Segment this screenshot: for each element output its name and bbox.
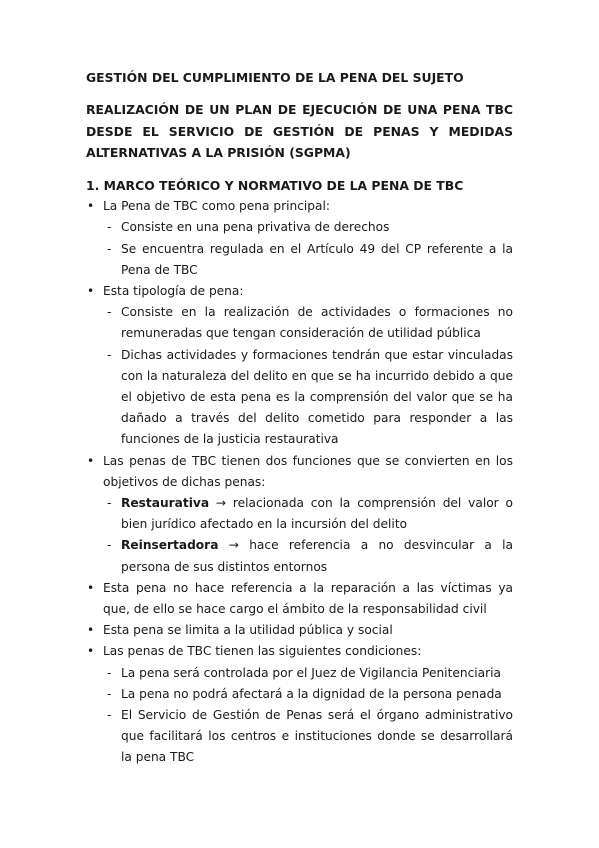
term-reinsertadora: Reinsertadora xyxy=(121,538,219,553)
list-item xyxy=(86,620,513,641)
sub-list-item xyxy=(103,705,513,769)
list-item xyxy=(86,281,513,451)
sub-list xyxy=(103,302,513,450)
sub-list-item-text: → relacionada con la comprensión del valor o bien jurídico afectado en la incursión del delito xyxy=(121,496,513,532)
sub-list-item xyxy=(103,217,513,238)
sub-list xyxy=(103,663,513,769)
sub-list-item xyxy=(103,345,513,451)
bullet-list xyxy=(86,196,513,768)
list-item-text: Esta pena se limita a la utilidad pública y social xyxy=(103,623,393,638)
section-heading: 1. MARCO TEÓRICO Y NORMATIVO DE LA PENA DE TBC xyxy=(86,177,464,193)
sub-list-item-text: → hace referencia a no desvincular a la persona de sus distintos entornos xyxy=(121,538,513,574)
sub-list-item xyxy=(103,493,513,535)
document-subtitle: REALIZACIÓN DE UN PLAN DE EJECUCIÓN DE UNA PENA TBC DESDE EL SERVICIO DE GESTIÓN DE PENAS Y MEDIDAS ALTERNATIVAS A LA PRISIÓN (SGPMA) xyxy=(86,102,513,161)
sub-list-item-text: Consiste en la realización de actividades o formaciones no remuneradas que tengan consideración de utilidad pública xyxy=(121,305,513,341)
sub-list-item-text: Dichas actividades y formaciones tendrán que estar vinculadas con la naturaleza del delito en que se ha incurrido debido a que el objetivo de esta pena es la comprensión del valor que se ha dañado a través del delito cometido para responder a las funciones de la justicia restaurativa xyxy=(121,347,513,447)
sub-list-item xyxy=(103,239,513,281)
sub-list-item xyxy=(103,535,513,577)
term-restaurativa: Restaurativa xyxy=(121,496,210,511)
list-item-text: Las penas de TBC tienen dos funciones que se convierten en los objetivos de dichas penas: xyxy=(103,453,513,489)
list-item xyxy=(86,196,513,281)
sub-list-item xyxy=(103,302,513,344)
sub-list xyxy=(103,493,513,578)
list-item-text: La Pena de TBC como pena principal: xyxy=(103,199,330,214)
sub-list-item xyxy=(103,663,513,684)
list-item-text: Las penas de TBC tienen las siguientes condiciones: xyxy=(103,644,422,659)
sub-list-item-text: Se encuentra regulada en el Artículo 49 del CP referente a la Pena de TBC xyxy=(121,241,513,277)
list-item xyxy=(86,641,513,768)
list-item xyxy=(86,578,513,620)
list-item-text: Esta pena no hace referencia a la reparación a las víctimas ya que, de ello se hace cargo el ámbito de la responsabilidad civil xyxy=(103,580,513,617)
sub-list-item-text: Consiste en una pena privativa de derechos xyxy=(121,220,390,235)
sub-list-item-text: La pena será controlada por el Juez de Vigilancia Penitenciaria xyxy=(121,665,501,680)
sub-list-item xyxy=(103,684,513,705)
sub-list-item-text: La pena no podrá afectará a la dignidad de la persona penada xyxy=(121,686,502,701)
document-title: GESTIÓN DEL CUMPLIMIENTO DE LA PENA DEL SUJETO xyxy=(86,70,464,85)
sub-list xyxy=(103,217,513,281)
list-item-text: Esta tipología de pena: xyxy=(103,284,244,298)
sub-list-item-text: El Servicio de Gestión de Penas será el órgano administrativo que facilitará los centros e instituciones donde se desarrollará la pena TBC xyxy=(121,708,513,765)
list-item xyxy=(86,451,513,578)
